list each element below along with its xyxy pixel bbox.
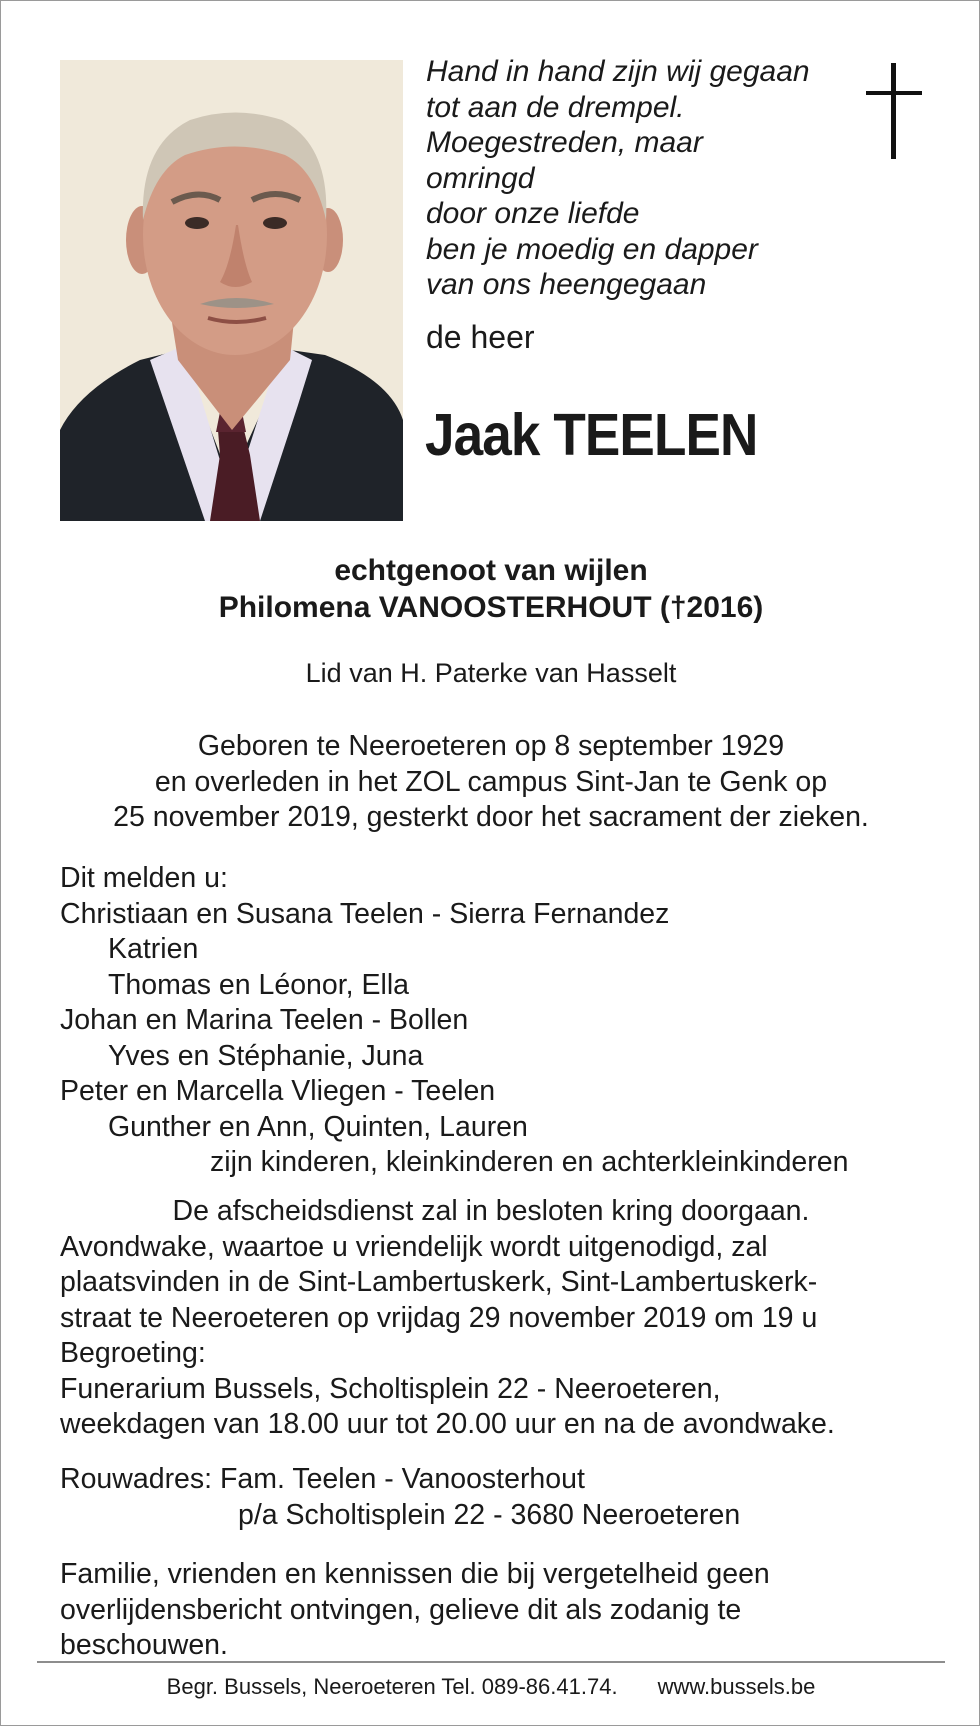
family-line: Peter en Marcella Vliegen - Teelen xyxy=(60,1075,496,1107)
portrait-photo xyxy=(60,60,403,521)
date-line: en overleden in het ZOL campus Sint-Jan te Genk op xyxy=(154,765,828,798)
family-line: Thomas en Léonor, Ella xyxy=(108,968,410,1001)
spouse-line: echtgenoot van wijlen xyxy=(334,554,648,587)
service-line: straat te Neeroeteren op vrijdag 29 november 2019 om 19 u xyxy=(60,1301,818,1334)
family-list xyxy=(60,861,848,1181)
birth-death-block xyxy=(1,729,980,836)
family-line: Katrien xyxy=(108,933,199,965)
poem-line: Moegestreden, maar xyxy=(426,126,703,159)
website-link[interactable]: www.bussels.be xyxy=(657,1674,816,1699)
family-line: Yves en Stéphanie, Juna xyxy=(108,1039,424,1072)
service-line: De afscheidsdienst zal in besloten kring doorgaan. xyxy=(172,1195,810,1227)
footer-divider xyxy=(37,1661,945,1663)
address-line: Rouwadres: Fam. Teelen - Vanoosterhout xyxy=(60,1463,585,1495)
spouse-block xyxy=(1,552,980,626)
portrait-image xyxy=(60,60,403,521)
mourning-address xyxy=(60,1462,740,1533)
notice-line: Familie, vrienden en kennissen die bij vergetelheid geen xyxy=(60,1558,770,1590)
footer xyxy=(1,1674,980,1700)
cross-icon xyxy=(866,63,922,159)
membership-line: Lid van H. Paterke van Hasselt xyxy=(305,658,677,688)
family-line: Johan en Marina Teelen - Bollen xyxy=(60,1004,469,1036)
family-line: Gunther en Ann, Quinten, Lauren xyxy=(108,1110,528,1143)
service-line: Begroeting: xyxy=(60,1337,206,1369)
address-line: p/a Scholtisplein 22 - 3680 Neeroeteren xyxy=(238,1498,741,1531)
poem-line: ben je moedig en dapper xyxy=(426,232,758,266)
poem-line: omringd xyxy=(426,161,535,195)
deceased-name: Jaak TEELEN xyxy=(425,402,758,468)
poem-line: Hand in hand zijn wij gegaan xyxy=(426,55,810,88)
family-line: Christiaan en Susana Teelen - Sierra Fernandez xyxy=(60,897,670,930)
service-line: plaatsvinden in de Sint-Lambertuskerk, Sint-Lambertuskerk- xyxy=(60,1266,818,1298)
poem-line: van ons heengegaan xyxy=(426,268,707,301)
poem xyxy=(426,54,846,303)
notice-line: beschouwen. xyxy=(60,1629,228,1661)
spouse-name: Philomena VANOOSTERHOUT (†2016) xyxy=(218,591,764,624)
service-line: Funerarium Bussels, Scholtisplein 22 - Neeroeteren, xyxy=(60,1372,721,1405)
notice-line: overlijdensbericht ontvingen, gelieve dit als zodanig te xyxy=(60,1593,742,1626)
date-line: Geboren te Neeroeteren op 8 september 1929 xyxy=(197,730,785,762)
service-details xyxy=(60,1194,930,1443)
service-line: Avondwake, waartoe u vriendelijk wordt uitgenodigd, zal xyxy=(60,1230,768,1263)
poem-line: door onze liefde xyxy=(426,197,640,230)
service-line: weekdagen van 18.00 uur tot 20.00 uur en na de avondwake. xyxy=(60,1408,835,1440)
honorific: de heer xyxy=(426,319,535,355)
poem-line: tot aan de drempel. xyxy=(426,90,685,124)
family-closing: zijn kinderen, kleinkinderen en achterkleinkinderen xyxy=(210,1146,849,1178)
funeral-home-contact: Begr. Bussels, Neeroeteren Tel. 089-86.41.74. xyxy=(166,1674,618,1699)
date-line: 25 november 2019, gesterkt door het sacrament der zieken. xyxy=(113,801,869,833)
notice-text xyxy=(60,1557,770,1664)
family-intro: Dit melden u: xyxy=(60,862,228,894)
